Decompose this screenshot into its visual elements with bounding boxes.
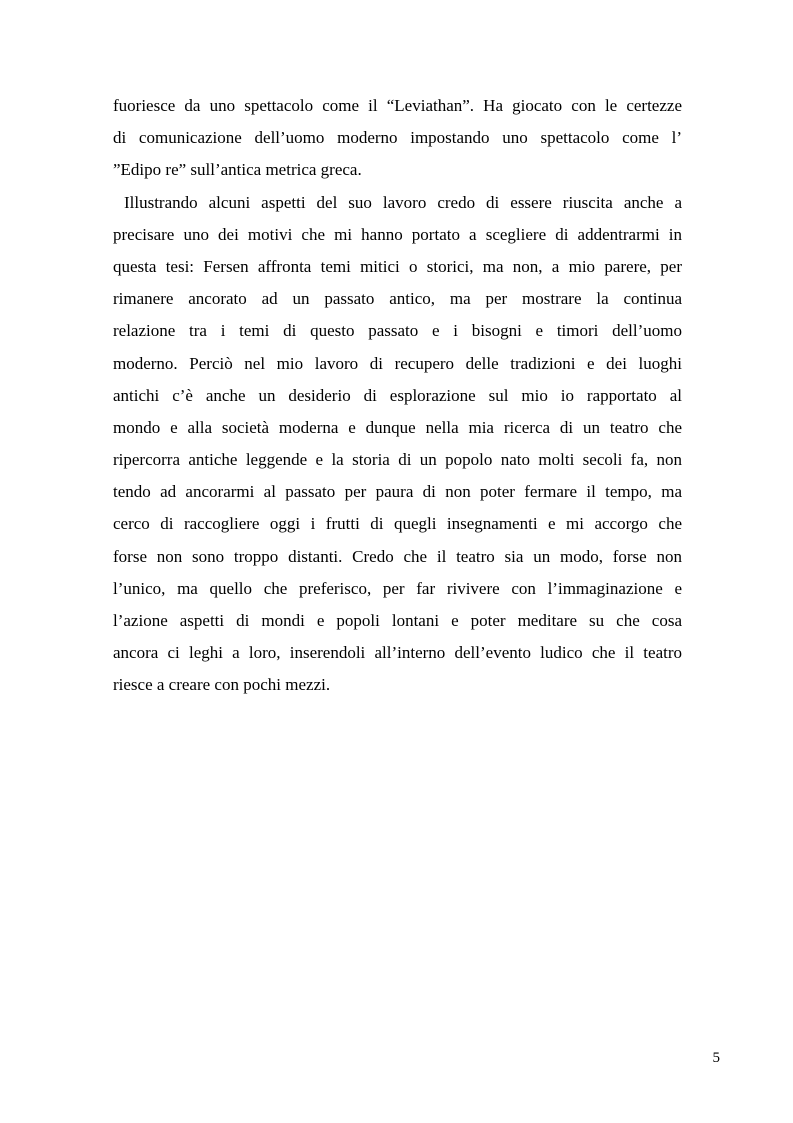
text-line: ripercorra antiche leggende e la storia di un popolo nato molti secoli fa, non [113, 450, 682, 470]
text-line: relazione tra i temi di questo passato e i bisogni e timori dell’uomo [113, 321, 682, 341]
text-line: cerco di raccogliere oggi i frutti di quegli insegnamenti e mi accorgo che [113, 514, 682, 534]
text-line: ancora ci leghi a loro, inserendoli all’interno dell’evento ludico che il teatro [113, 643, 682, 663]
text-line: ”Edipo re” sull’antica metrica greca. [113, 160, 362, 180]
text-line: precisare uno dei motivi che mi hanno portato a scegliere di addentrarmi in [113, 224, 682, 244]
text-line: rimanere ancorato ad un passato antico, ma per mostrare la continua [113, 289, 682, 309]
text-line: tendo ad ancorarmi al passato per paura di non poter fermare il tempo, ma [113, 482, 682, 502]
text-line: Illustrando alcuni aspetti del suo lavoro credo di essere riuscita anche a [113, 192, 682, 212]
text-line: l’unico, ma quello che preferisco, per far rivivere con l’immaginazione e [113, 578, 682, 598]
page-number: 5 [712, 1050, 720, 1066]
text-line: forse non sono troppo distanti. Credo che il teatro sia un modo, forse non [113, 546, 682, 566]
text-line: moderno. Perciò nel mio lavoro di recupero delle tradizioni e dei luoghi [113, 353, 682, 373]
text-line: questa tesi: Fersen affronta temi mitici o storici, ma non, a mio parere, per [113, 256, 682, 276]
text-line: antichi c’è anche un desiderio di esplorazione sul mio io rapportato al [113, 385, 682, 405]
text-line: l’azione aspetti di mondi e popoli lontani e poter meditare su che cosa [113, 611, 682, 630]
text-line: riesce a creare con pochi mezzi. [113, 675, 331, 695]
text-line: mondo e alla società moderna e dunque nella mia ricerca di un teatro che [113, 417, 682, 437]
text-line: fuoriesce da uno spettacolo come il “Leviathan”. Ha giocato con le certezze [113, 96, 682, 115]
text-line: di comunicazione dell’uomo moderno impostando uno spettacolo come l’ [113, 128, 682, 148]
body-text [113, 90, 682, 702]
